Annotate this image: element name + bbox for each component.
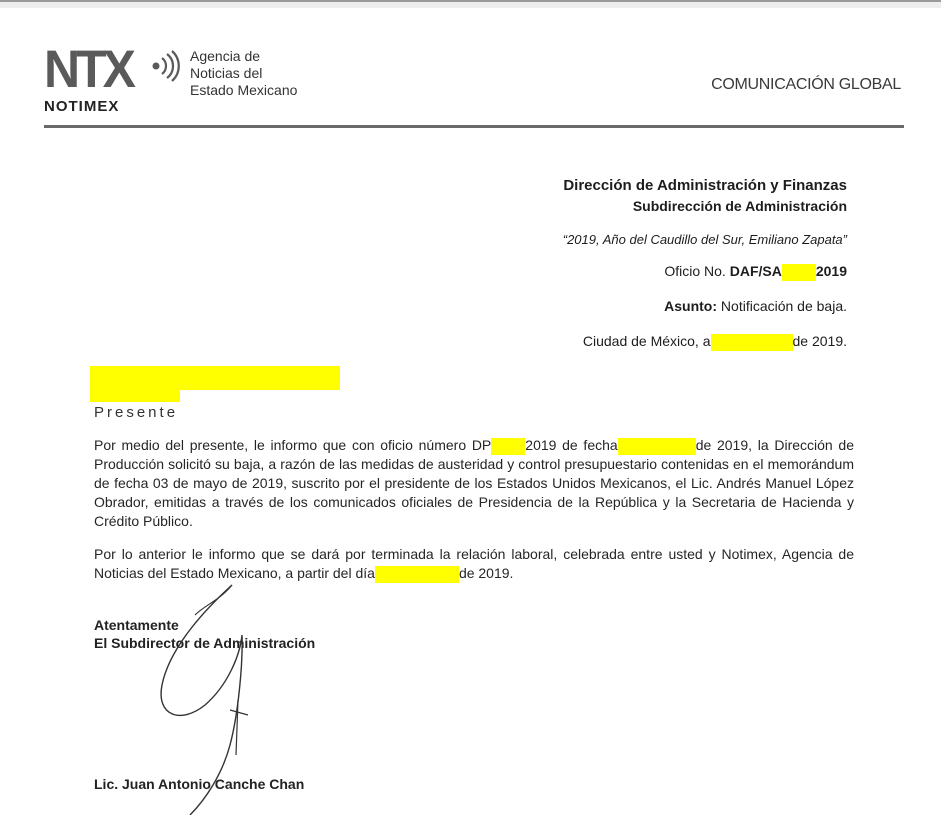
logo-notimex-text: NOTIMEX (44, 98, 120, 115)
subject-line (664, 298, 847, 314)
oficio-suffix: 2019 (815, 263, 847, 279)
greeting: Presente (94, 404, 179, 421)
agency-name (190, 48, 297, 99)
redacted-termination-date (375, 566, 459, 583)
header-divider (44, 125, 904, 128)
p1-part-b: 2019 de fecha (525, 437, 618, 453)
redacted-oficio-number (782, 264, 816, 281)
p2-part-a: Por lo anterior le informo que se dará por terminada la relación laboral, celebrada entre usted y Notimex, Agencia de Noticias del Estado Mexicano, a partir del día (94, 546, 854, 581)
place-suffix: de 2019. (792, 333, 847, 349)
oficio-label: Oficio No. (664, 263, 726, 279)
body-paragraph-1 (94, 436, 854, 531)
notimex-logo (44, 39, 324, 116)
p1-part-a: Por medio del presente, le informo que con oficio número DP (94, 437, 492, 453)
scan-top-edge (0, 0, 941, 8)
agency-line-1: Agencia de (190, 48, 261, 64)
logo-ntx-text: NTX (44, 39, 132, 99)
broadcast-waves-icon (148, 50, 182, 82)
agency-line-3: Estado Mexicano (190, 82, 298, 98)
p1-part-c: de 2019, la Dirección de Producción solicitó su baja, a razón de las medidas de austeridad y control presupuestario contenidas en el memorándum de fecha 03 de mayo de 2019, suscrito por el presidente de los Estados Unidos Mexicanos, el Lic. Andrés Manuel López Obrador, emitidas a través de los comunicados oficiales de Presidencia de la República y la Secretaria de Hacienda y Crédito Público. (94, 437, 854, 529)
p2-part-b: de 2019. (458, 565, 514, 581)
place-prefix: Ciudad de México, a (582, 333, 711, 349)
signer-name: Lic. Juan Antonio Canche Chan (94, 776, 305, 792)
signer-title: El Subdirector de Administración (94, 635, 316, 651)
redacted-dp-number (491, 438, 525, 455)
redacted-request-date (618, 438, 696, 455)
year-motto: “2019, Año del Caudillo del Sur, Emiliano Zapata” (562, 232, 847, 247)
oficio-number-line (664, 263, 847, 281)
place-date-line (583, 333, 847, 351)
redacted-recipient-name (90, 366, 340, 390)
closing-regards: Atentamente (94, 617, 179, 633)
redacted-recipient-line (90, 388, 180, 402)
subdirection-title: Subdirección de Administración (632, 198, 847, 214)
agency-line-2: Noticias del (190, 65, 263, 81)
oficio-prefix: DAF/SA (729, 263, 782, 279)
subject-value: Notificación de baja. (720, 298, 847, 314)
redacted-date (711, 334, 793, 351)
header-right-title: COMUNICACIÓN GLOBAL (711, 76, 901, 93)
subject-label: Asunto: (664, 298, 718, 314)
direction-title: Dirección de Administración y Finanzas (563, 177, 847, 194)
